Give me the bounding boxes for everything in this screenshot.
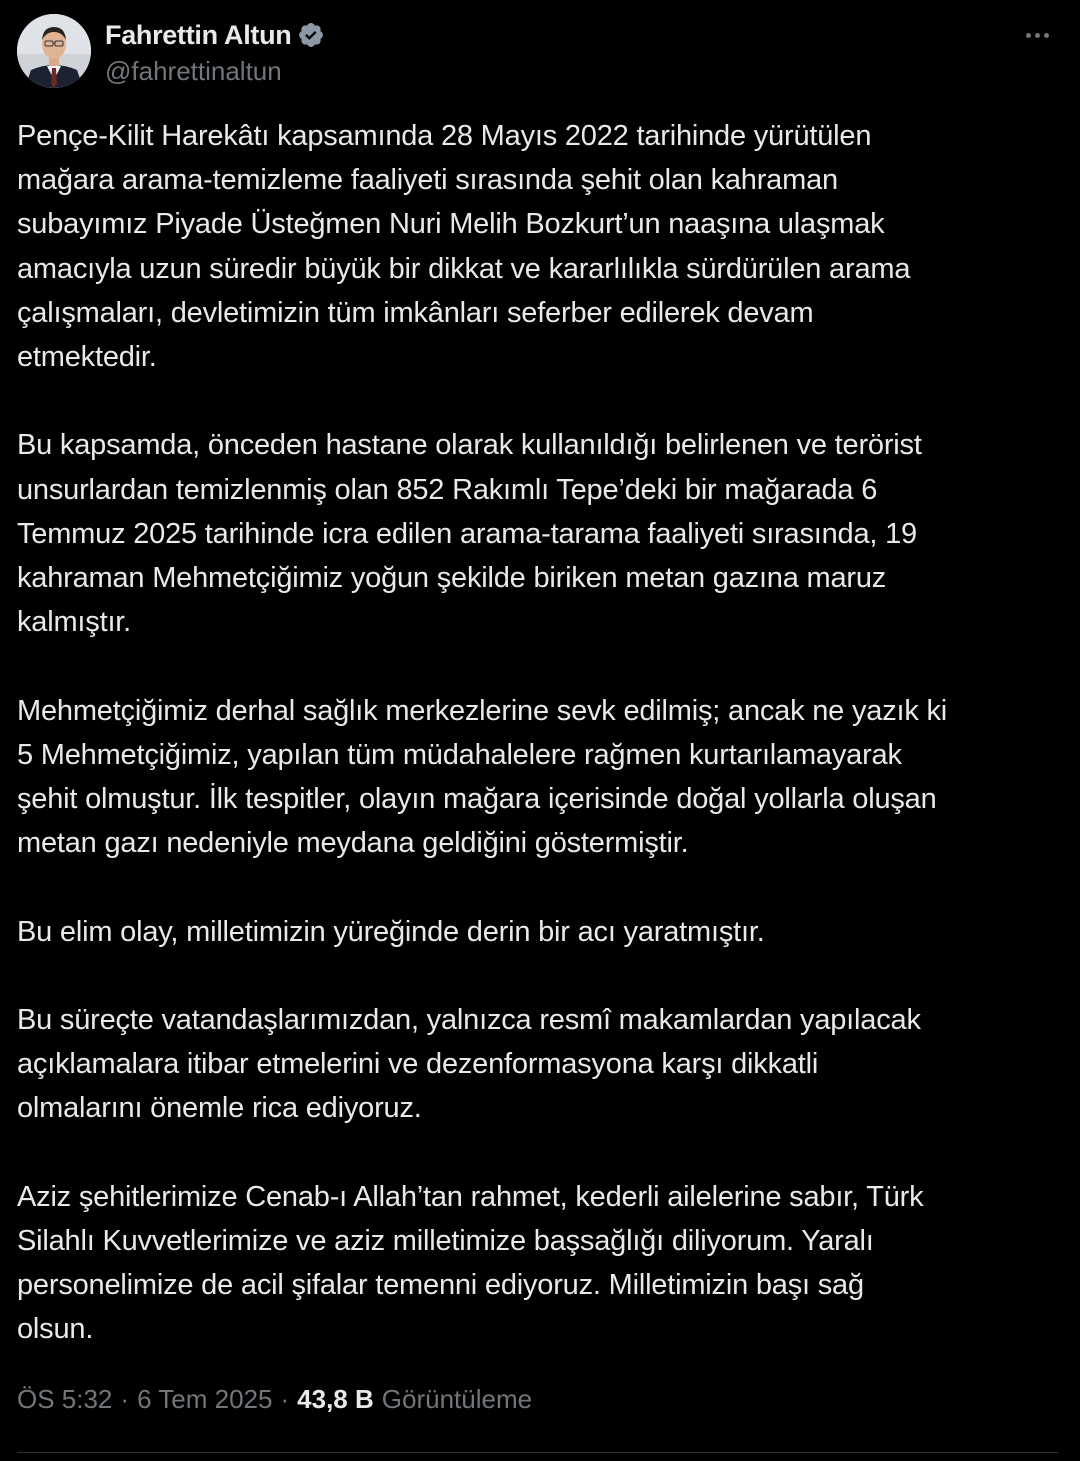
tweet-paragraph: Bu kapsamda, önceden hastane olarak kullanıldığı belirlenen ve terörist unsurlardan temizlenmiş olan 852 Rakımlı Tepe’deki bir mağarada 6 Temmuz 2025 tarihinde icra edilen arama-tarama faaliyeti sırasında, 19 kahraman Mehmetçiğimiz yoğun şekilde biriken metan gazına maruz kalmıştır.: [17, 429, 922, 639]
tweet-paragraph: Pençe-Kilit Harekâtı kapsamında 28 Mayıs 2022 tarihinde yürütülen mağara arama-temizleme faaliyeti sırasında şehit olan kahraman subayımız Piyade Üsteğmen Nuri Melih Bozkurt’un naaşına ulaşmak amacıyla uzun süredir büyük bir dikkat ve kararlılıkla sürdürülen arama çalışmaları, devletimizin tüm imkânları seferber edilerek devam etmektedir.: [17, 120, 911, 374]
tweet-paragraph: Bu elim olay, milletimizin yüreğinde derin bir acı yaratmıştır.: [17, 915, 765, 948]
tweet-meta: [17, 1384, 532, 1415]
tweet-text: [17, 114, 1067, 1352]
more-dot: [1035, 33, 1040, 38]
tweet-header: [17, 14, 1063, 94]
views-label: Görüntüleme: [381, 1384, 533, 1414]
tweet-paragraph: Bu süreçte vatandaşlarımızdan, yalnızca resmî makamlardan yapılacak açıklamalara itibar etmelerini ve dezenformasyona karşı dikkatli olmalarını önemle rica ediyoruz.: [17, 1004, 921, 1125]
verified-badge-icon[interactable]: [297, 21, 325, 49]
avatar[interactable]: [17, 14, 91, 88]
more-options-icon[interactable]: [1017, 20, 1057, 50]
avatar-image: [17, 14, 91, 88]
author-info: [105, 16, 325, 87]
meta-separator: ·: [280, 1384, 290, 1414]
tweet-time[interactable]: ÖS 5:32: [17, 1384, 113, 1414]
views-count[interactable]: 43,8 B: [297, 1384, 374, 1414]
more-dot: [1026, 33, 1031, 38]
author-handle[interactable]: @fahrettinaltun: [105, 56, 282, 86]
divider: [17, 1452, 1058, 1453]
name-row: [105, 16, 325, 54]
meta-separator: ·: [120, 1384, 130, 1414]
author-display-name[interactable]: Fahrettin Altun: [105, 19, 292, 50]
tweet-date[interactable]: 6 Tem 2025: [137, 1384, 273, 1414]
tweet-paragraph: Mehmetçiğimiz derhal sağlık merkezlerine sevk edilmiş; ancak ne yazık ki 5 Mehmetçiğimiz, yapılan tüm müdahalelere rağmen kurtarılamayarak şehit olmuştur. İlk tespitler, olayın mağara içerisinde doğal yollarla oluşan metan gazı nedeniyle meydana geldiğini göstermiştir.: [17, 694, 948, 860]
tweet-paragraph: Aziz şehitlerimize Cenab-ı Allah’tan rahmet, kederli ailelerine sabır, Türk Silahlı Kuvvetlerimize ve aziz milletimize başsağlığı diliyorum. Yaralı personelimize de acil şifalar temenni ediyoruz. Milletimizin başı sağ olsun.: [17, 1180, 924, 1346]
more-dot: [1044, 33, 1049, 38]
